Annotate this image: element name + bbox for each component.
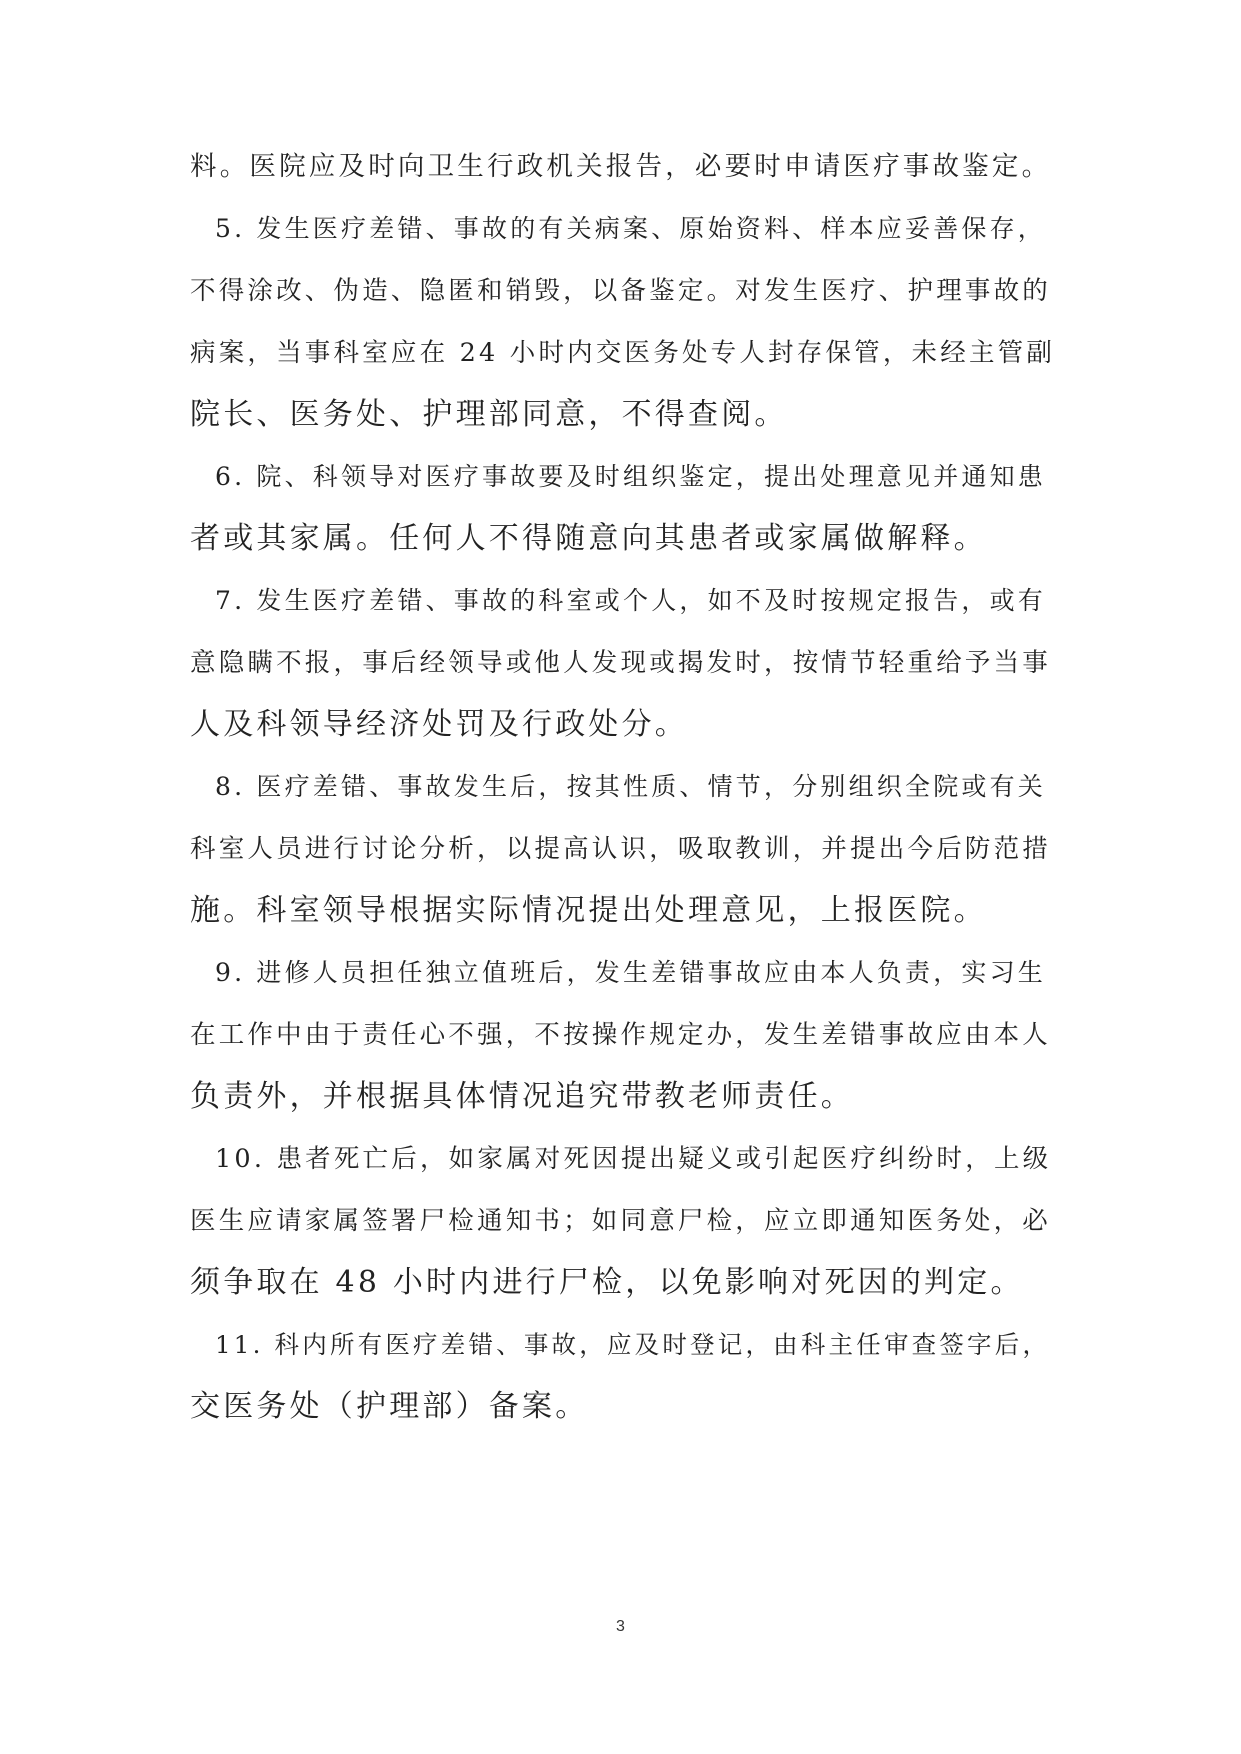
paragraph-5-line: 5. 发生医疗差错、事故的有关病案、原始资料、样本应妥善保存， [215,214,1047,243]
text-line: 医生应请家属签署尸检通知书；如同意尸检，应立即通知医务处，必 [190,1206,1052,1236]
paragraph-6-line: 6. 院、科领导对医疗事故要及时组织鉴定，提出处理意见并通知患 [215,462,1047,491]
text-line: 科室人员进行讨论分析，以提高认识，吸取教训，并提出今后防范措 [190,834,1052,864]
text-line: 在工作中由于责任心不强，不按操作规定办，发生差错事故应由本人 [190,1020,1052,1050]
text-line: 料。医院应及时向卫生行政机关报告，必要时申请医疗事故鉴定。 [190,151,1052,182]
text-line: 者或其家属。任何人不得随意向其患者或家属做解释。 [190,521,987,556]
text-line: 负责外，并根据具体情况追究带教老师责任。 [190,1079,854,1114]
paragraph-8-line: 8. 医疗差错、事故发生后，按其性质、情节，分别组织全院或有关 [215,772,1047,801]
text-line: 须争取在 48 小时内进行尸检，以免影响对死因的判定。 [190,1265,1024,1300]
text-line: 施。科室领导根据实际情况提出处理意见，上报医院。 [190,893,987,928]
paragraph-10-line: 10. 患者死亡后，如家属对死因提出疑义或引起医疗纠纷时，上级 [215,1144,1052,1174]
text-line: 病案，当事科室应在 24 小时内交医务处专人封存保管，未经主管副 [190,338,1056,368]
text-line: 交医务处（护理部）备案。 [190,1389,589,1424]
paragraph-7-line: 7. 发生医疗差错、事故的科室或个人，如不及时按规定报告，或有 [215,586,1047,615]
paragraph-9-line: 9. 进修人员担任独立值班后，发生差错事故应由本人负责，实习生 [215,958,1047,987]
text-line: 人及科领导经济处罚及行政处分。 [190,707,688,742]
text-line: 院长、医务处、护理部同意，不得查阅。 [190,397,788,432]
paragraph-11-line: 11. 科内所有医疗差错、事故，应及时登记，由科主任审查签字后， [215,1330,1051,1359]
page-number: 3 [616,1618,625,1635]
text-line: 意隐瞒不报，事后经领导或他人发现或揭发时，按情节轻重给予当事 [190,648,1052,678]
text-line: 不得涂改、伪造、隐匿和销毁，以备鉴定。对发生医疗、护理事故的 [190,276,1052,306]
